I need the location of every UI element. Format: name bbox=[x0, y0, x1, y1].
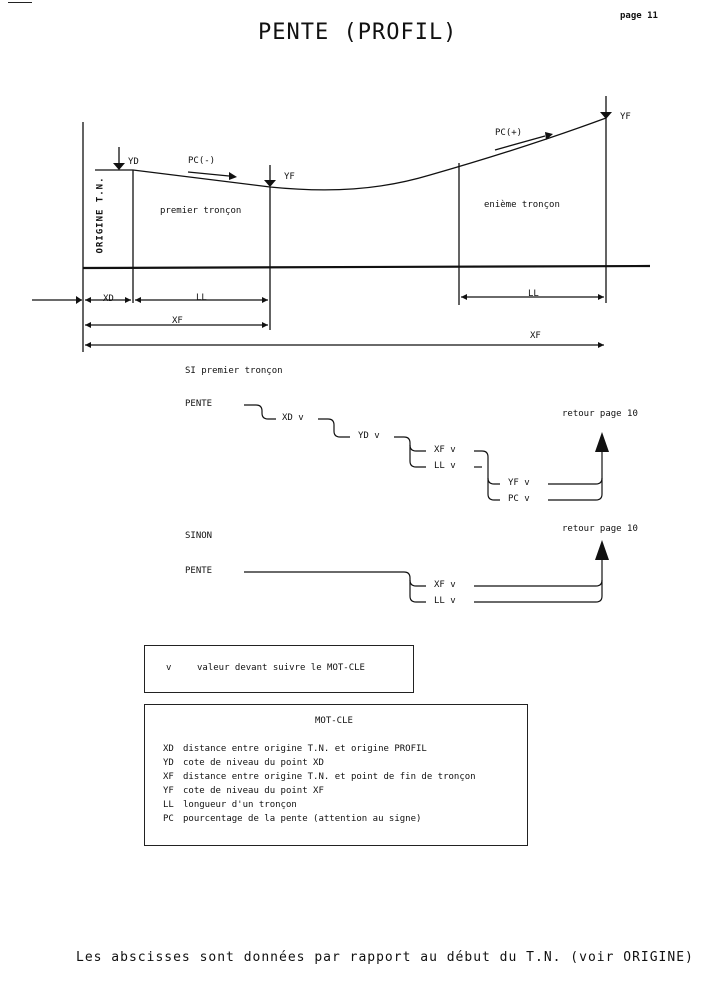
value-note-box bbox=[144, 645, 414, 693]
footer-note: Les abscisses sont données par rapport au début du T.N. (voir ORIGINE) bbox=[76, 950, 694, 965]
page-title: PENTE (PROFIL) bbox=[258, 20, 458, 45]
flow1-pente: PENTE bbox=[185, 399, 213, 409]
xf-dimension-label-1: XF bbox=[172, 316, 183, 326]
flow2-xf: XF v bbox=[434, 580, 456, 590]
keyword-legend-title: MOT-CLE bbox=[315, 716, 353, 726]
yd-label: YD bbox=[128, 157, 139, 167]
legend-row-xf bbox=[163, 772, 476, 782]
origin-axis-label: ORIGINE T.N. bbox=[95, 176, 106, 254]
legend-key: PC bbox=[163, 814, 174, 824]
flow2-heading: SINON bbox=[185, 531, 213, 541]
ll-dimension-label-2: LL bbox=[528, 289, 539, 299]
legend-row-pc bbox=[163, 814, 421, 824]
legend-key: LL bbox=[163, 800, 174, 810]
flow2-retour: retour page 10 bbox=[562, 524, 638, 534]
legend-key: XD bbox=[163, 744, 174, 754]
flow1-pc: PC v bbox=[508, 494, 530, 504]
legend-row-yf bbox=[163, 786, 324, 796]
yf-label-1: YF bbox=[284, 172, 295, 182]
xf-dimension-label-2: XF bbox=[530, 331, 541, 341]
flow1-ll: LL v bbox=[434, 461, 456, 471]
flow1-yd: YD v bbox=[358, 431, 380, 441]
legend-row-yd bbox=[163, 758, 324, 768]
legend-desc: pourcentage de la pente (attention au signe) bbox=[183, 814, 422, 824]
legend-desc: distance entre origine T.N. et origine PROFIL bbox=[183, 744, 427, 754]
legend-desc: longueur d'un tronçon bbox=[183, 800, 297, 810]
section-first-label: premier tronçon bbox=[160, 206, 242, 216]
flow1-heading: SI premier tronçon bbox=[185, 366, 283, 376]
legend-desc: distance entre origine T.N. et point de fin de tronçon bbox=[183, 772, 476, 782]
section-nth-label: enième tronçon bbox=[484, 200, 560, 210]
value-note-symbol: v bbox=[166, 663, 172, 673]
legend-desc: cote de niveau du point XD bbox=[183, 758, 324, 768]
flow2-pente: PENTE bbox=[185, 566, 213, 576]
yf-label-2: YF bbox=[620, 112, 631, 122]
flow1-xd: XD v bbox=[282, 413, 304, 423]
flow1-xf: XF v bbox=[434, 445, 456, 455]
legend-key: XF bbox=[163, 772, 174, 782]
legend-key: YF bbox=[163, 786, 174, 796]
xd-dimension-label: XD bbox=[103, 294, 114, 304]
legend-row-xd bbox=[163, 744, 427, 754]
flow1-yf: YF v bbox=[508, 478, 530, 488]
value-note-text: valeur devant suivre le MOT-CLE bbox=[197, 663, 365, 673]
pc-minus-label: PC(-) bbox=[188, 156, 216, 166]
flow1-retour: retour page 10 bbox=[562, 409, 638, 419]
legend-row-ll bbox=[163, 800, 297, 810]
flow2-ll: LL v bbox=[434, 596, 456, 606]
ll-dimension-label-1: LL bbox=[196, 293, 207, 303]
legend-key: YD bbox=[163, 758, 174, 768]
pc-plus-label: PC(+) bbox=[495, 128, 523, 138]
keyword-legend-box bbox=[144, 704, 528, 846]
legend-desc: cote de niveau du point XF bbox=[183, 786, 324, 796]
page-number: page 11 bbox=[620, 11, 658, 21]
